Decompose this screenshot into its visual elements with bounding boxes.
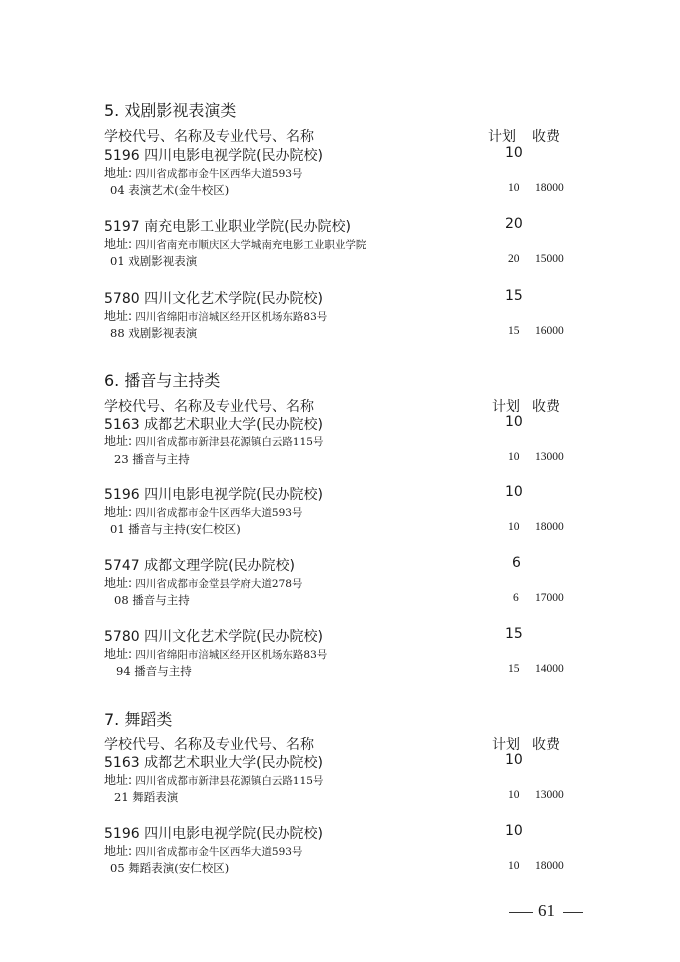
school-plan: 10 bbox=[505, 414, 523, 430]
school-plan: 20 bbox=[505, 216, 523, 232]
address-label: 地址: bbox=[104, 844, 133, 858]
school-name: 5196 四川电影电视学院(民办院校) bbox=[104, 487, 324, 503]
major-plan: 15 bbox=[508, 325, 520, 337]
address-text: 四川省绵阳市涪城区经开区机场东路83号 bbox=[135, 649, 328, 661]
page-number-dash-left bbox=[509, 912, 533, 913]
major-name: 01 戏剧影视表演 bbox=[110, 254, 198, 268]
school-plan: 10 bbox=[505, 145, 523, 161]
school-name: 5780 四川文化艺术学院(民办院校) bbox=[104, 629, 324, 645]
school-plan: 15 bbox=[505, 288, 523, 304]
address-label: 地址: bbox=[104, 505, 133, 519]
school-address bbox=[104, 771, 323, 788]
major-plan: 10 bbox=[508, 521, 520, 533]
major-name: 94 播音与主持 bbox=[116, 664, 192, 678]
school-name: 5163 成都艺术职业大学(民办院校) bbox=[104, 755, 324, 771]
school-address bbox=[104, 842, 302, 859]
column-header-plan: 计划 bbox=[492, 737, 520, 753]
school-plan: 10 bbox=[505, 823, 523, 839]
column-header-school: 学校代号、名称及专业代号、名称 bbox=[104, 399, 314, 415]
address-text: 四川省成都市新津县花源镇白云路115号 bbox=[135, 775, 324, 787]
column-header-school: 学校代号、名称及专业代号、名称 bbox=[104, 129, 314, 145]
column-header-plan: 计划 bbox=[488, 129, 516, 145]
school-plan: 10 bbox=[505, 752, 523, 768]
major-fee: 17000 bbox=[535, 592, 564, 604]
major-name: 08 播音与主持 bbox=[114, 593, 190, 607]
page-number: 61 bbox=[538, 901, 555, 920]
section-title: 6. 播音与主持类 bbox=[104, 371, 221, 390]
column-header-fee: 收费 bbox=[532, 399, 560, 415]
major-fee: 16000 bbox=[535, 325, 564, 337]
major-plan: 10 bbox=[508, 451, 520, 463]
address-text: 四川省南充市顺庆区大学城南充电影工业职业学院 bbox=[135, 239, 367, 251]
address-label: 地址: bbox=[104, 237, 133, 251]
column-header-school: 学校代号、名称及专业代号、名称 bbox=[104, 737, 314, 753]
school-plan: 10 bbox=[505, 484, 523, 500]
school-name: 5196 四川电影电视学院(民办院校) bbox=[104, 148, 324, 164]
page-number-dash-right bbox=[563, 912, 583, 913]
major-fee: 18000 bbox=[535, 182, 564, 194]
major-plan: 20 bbox=[508, 253, 520, 265]
school-address bbox=[104, 503, 302, 520]
major-name: 21 舞蹈表演 bbox=[114, 790, 179, 804]
section-title: 7. 舞蹈类 bbox=[104, 710, 173, 729]
address-text: 四川省成都市金牛区西华大道593号 bbox=[135, 507, 303, 519]
address-label: 地址: bbox=[104, 647, 133, 661]
column-header-fee: 收费 bbox=[532, 737, 560, 753]
address-text: 四川省成都市金牛区西华大道593号 bbox=[135, 846, 303, 858]
section-title: 5. 戏剧影视表演类 bbox=[104, 101, 237, 120]
address-label: 地址: bbox=[104, 773, 133, 787]
major-plan: 10 bbox=[508, 789, 520, 801]
school-address bbox=[104, 574, 302, 591]
school-name: 5197 南充电影工业职业学院(民办院校) bbox=[104, 219, 352, 235]
school-address bbox=[104, 307, 327, 324]
address-label: 地址: bbox=[104, 434, 133, 448]
school-plan: 15 bbox=[505, 626, 523, 642]
school-address bbox=[104, 235, 366, 252]
major-fee: 18000 bbox=[535, 860, 564, 872]
major-name: 04 表演艺术(金牛校区) bbox=[110, 183, 230, 197]
column-header-fee: 收费 bbox=[532, 129, 560, 145]
school-name: 5163 成都艺术职业大学(民办院校) bbox=[104, 417, 324, 433]
address-label: 地址: bbox=[104, 309, 133, 323]
address-label: 地址: bbox=[104, 166, 133, 180]
major-name: 23 播音与主持 bbox=[114, 452, 190, 466]
school-address bbox=[104, 432, 323, 449]
school-address bbox=[104, 164, 302, 181]
major-fee: 13000 bbox=[535, 789, 564, 801]
major-name: 05 舞蹈表演(安仁校区) bbox=[110, 861, 230, 875]
major-fee: 13000 bbox=[535, 451, 564, 463]
school-name: 5747 成都文理学院(民办院校) bbox=[104, 558, 296, 574]
major-plan: 10 bbox=[508, 860, 520, 872]
major-fee: 18000 bbox=[535, 521, 564, 533]
major-name: 01 播音与主持(安仁校区) bbox=[110, 522, 241, 536]
address-text: 四川省绵阳市涪城区经开区机场东路83号 bbox=[135, 311, 328, 323]
major-plan: 10 bbox=[508, 182, 520, 194]
address-label: 地址: bbox=[104, 576, 133, 590]
major-fee: 15000 bbox=[535, 253, 564, 265]
address-text: 四川省成都市新津县花源镇白云路115号 bbox=[135, 436, 324, 448]
major-name: 88 戏剧影视表演 bbox=[110, 326, 198, 340]
column-header-plan: 计划 bbox=[492, 399, 520, 415]
major-plan: 6 bbox=[513, 592, 519, 604]
address-text: 四川省成都市金牛区西华大道593号 bbox=[135, 168, 303, 180]
school-name: 5196 四川电影电视学院(民办院校) bbox=[104, 826, 324, 842]
major-plan: 15 bbox=[508, 663, 520, 675]
major-fee: 14000 bbox=[535, 663, 564, 675]
school-name: 5780 四川文化艺术学院(民办院校) bbox=[104, 291, 324, 307]
school-plan: 6 bbox=[512, 555, 521, 571]
school-address bbox=[104, 645, 327, 662]
address-text: 四川省成都市金堂县学府大道278号 bbox=[135, 578, 303, 590]
